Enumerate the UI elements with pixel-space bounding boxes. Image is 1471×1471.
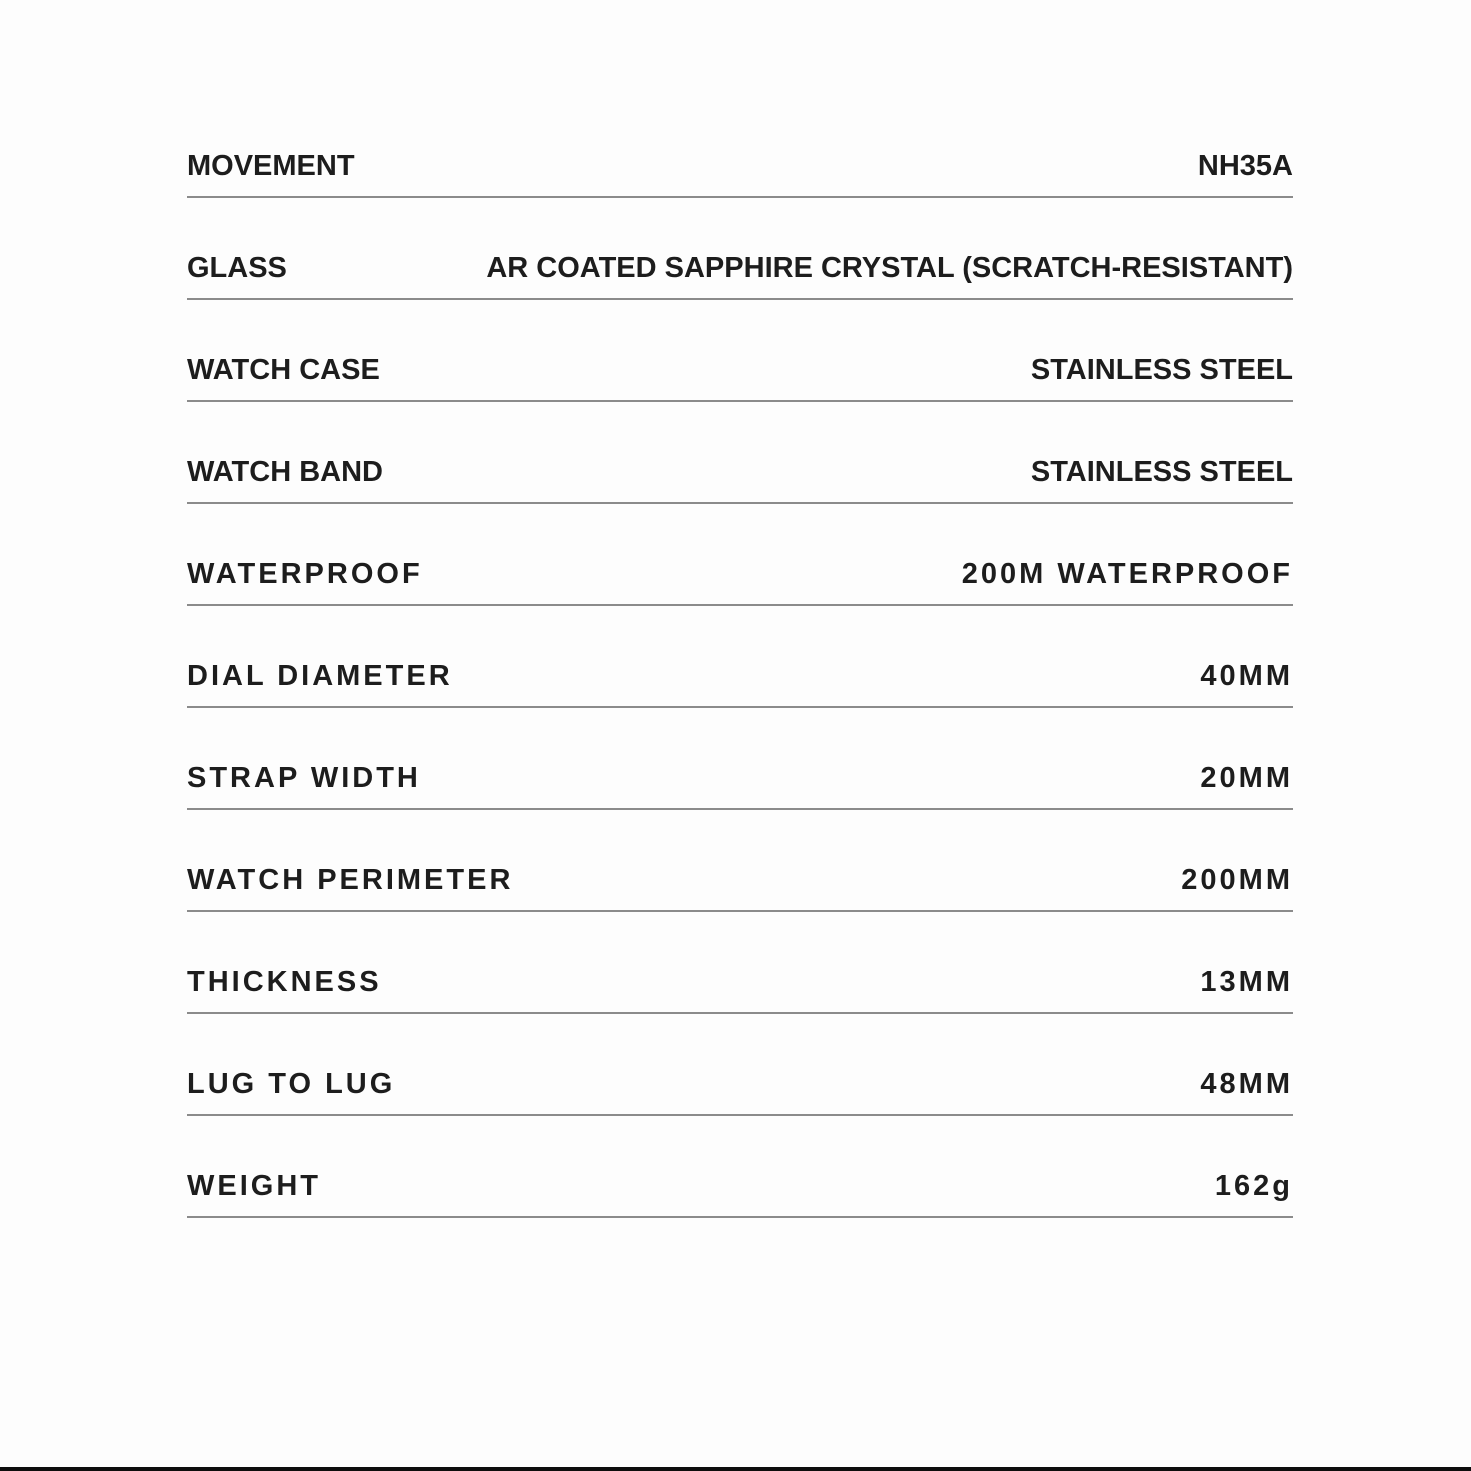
spec-value: 40MM — [1200, 660, 1293, 693]
spec-row-thickness — [187, 912, 1293, 1014]
spec-value: AR COATED SAPPHIRE CRYSTAL (SCRATCH-RESISTANT) — [486, 252, 1293, 285]
spec-row-weight — [187, 1116, 1293, 1218]
spec-label: WATERPROOF — [187, 558, 423, 591]
spec-label: DIAL DIAMETER — [187, 660, 453, 693]
spec-row-dial-diameter — [187, 606, 1293, 708]
spec-label: LUG TO LUG — [187, 1068, 396, 1101]
spec-label: WEIGHT — [187, 1170, 321, 1203]
spec-row-watch-band — [187, 402, 1293, 504]
spec-value: STAINLESS STEEL — [1030, 354, 1293, 387]
spec-value: NH35A — [1197, 150, 1293, 183]
spec-value: 20MM — [1200, 762, 1293, 795]
spec-value: 162g — [1214, 1170, 1293, 1203]
spec-row-lug-to-lug — [187, 1014, 1293, 1116]
spec-row-watch-perimeter — [187, 810, 1293, 912]
spec-label: MOVEMENT — [187, 150, 355, 183]
spec-label: WATCH PERIMETER — [187, 864, 514, 897]
spec-table — [187, 96, 1293, 1218]
spec-row-waterproof — [187, 504, 1293, 606]
spec-label: WATCH BAND — [187, 456, 383, 489]
spec-row-strap-width — [187, 708, 1293, 810]
spec-label: WATCH CASE — [187, 354, 380, 387]
spec-label: THICKNESS — [187, 966, 382, 999]
spec-value: 200MM — [1181, 864, 1293, 897]
bottom-crop-edge — [0, 1467, 1471, 1471]
spec-row-watch-case — [187, 300, 1293, 402]
spec-label: STRAP WIDTH — [187, 762, 421, 795]
spec-value: 13MM — [1200, 966, 1293, 999]
spec-label: GLASS — [187, 252, 287, 285]
spec-value: 48MM — [1200, 1068, 1293, 1101]
spec-row-movement — [187, 96, 1293, 198]
spec-row-glass — [187, 198, 1293, 300]
spec-value: 200M WATERPROOF — [961, 558, 1293, 591]
spec-value: STAINLESS STEEL — [1030, 456, 1293, 489]
